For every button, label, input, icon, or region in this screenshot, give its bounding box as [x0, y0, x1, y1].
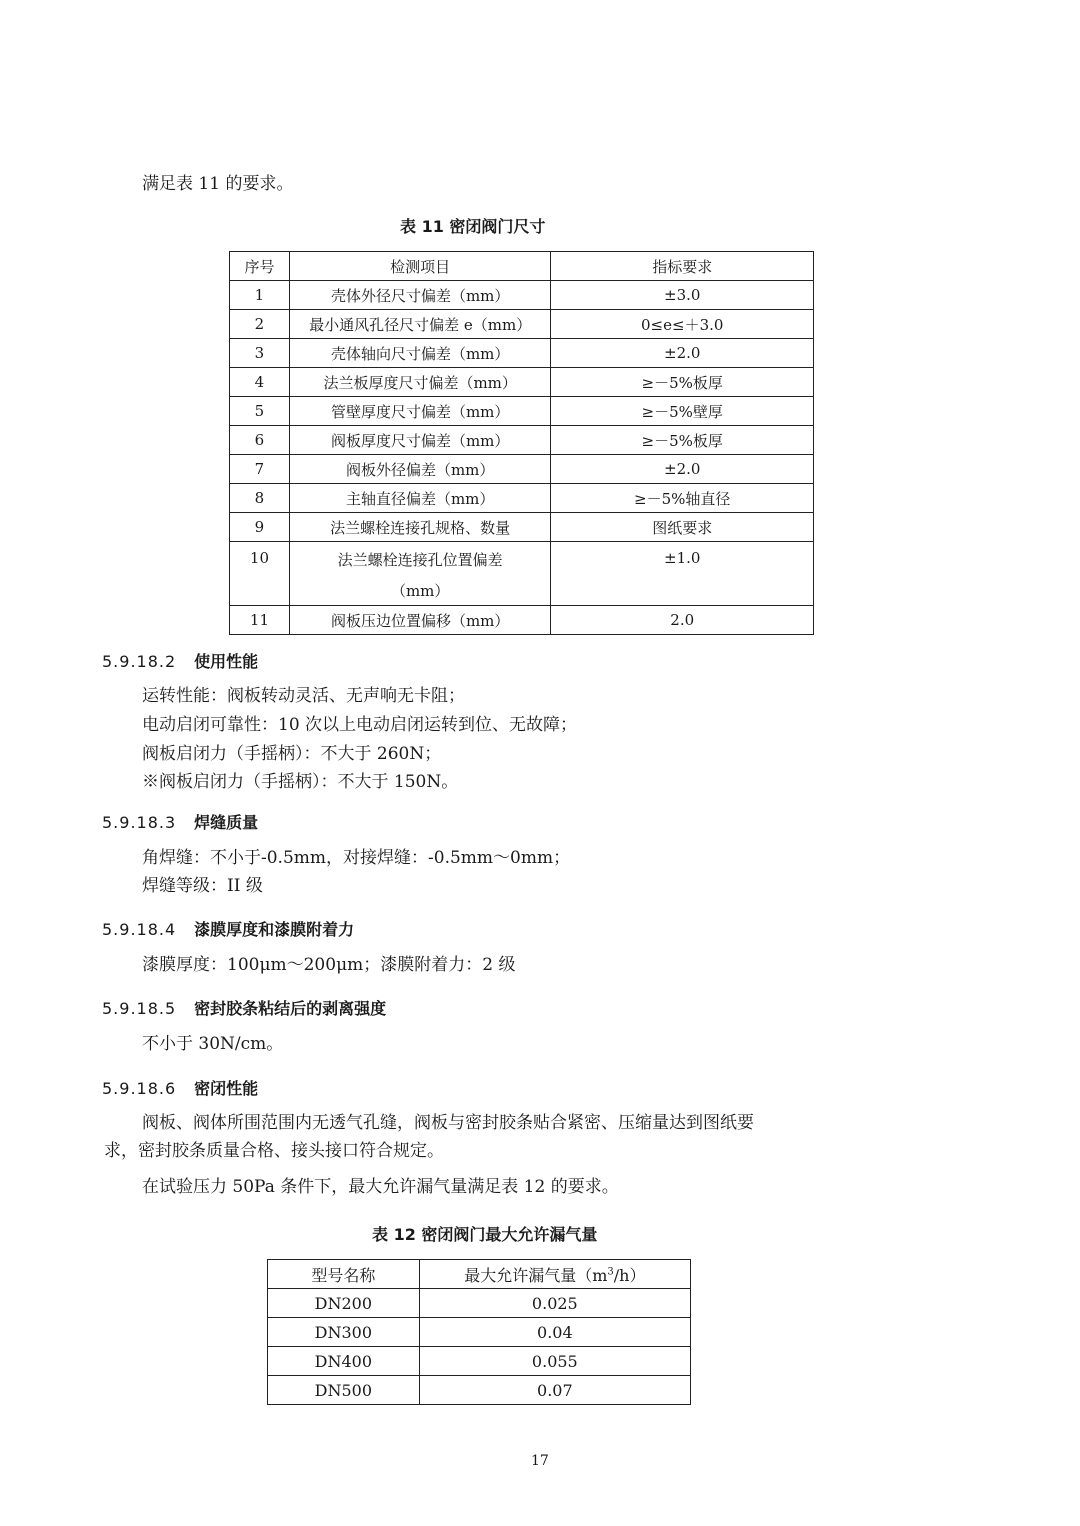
paragraph-line: 焊缝等级：II 级	[142, 876, 263, 896]
table-row	[230, 281, 814, 310]
section-title: 使用性能	[194, 652, 259, 671]
cell-leakage: 0.04	[419, 1318, 690, 1347]
cell-requirement: ±2.0	[551, 455, 814, 484]
paragraph-line: 在试验压力 50Pa 条件下，最大允许漏气量满足表 12 的要求。	[142, 1177, 619, 1197]
header-text: 最大允许漏气量（m	[464, 1265, 608, 1285]
cell-requirement: 图纸要求	[551, 513, 814, 542]
header-cell: 型号名称	[268, 1260, 420, 1289]
table-row	[230, 513, 814, 542]
paragraph-line: 阀板启闭力（手摇柄）：不大于 260N；	[142, 744, 442, 764]
cell-item: 主轴直径偏差（mm）	[289, 484, 551, 513]
section-heading-5-9-18-5	[102, 996, 386, 1019]
cell-requirement: ≥－5%板厚	[551, 426, 814, 455]
table-row	[230, 542, 814, 606]
cell-index: 4	[230, 368, 290, 397]
section-title: 密封胶条粘结后的剥离强度	[194, 999, 387, 1018]
paragraph-line: 阀板、阀体所围范围内无透气孔缝，阀板与密封胶条贴合紧密、压缩量达到图纸要	[142, 1113, 754, 1133]
cell-item: 壳体轴向尺寸偏差（mm）	[289, 339, 551, 368]
cell-item: 法兰板厚度尺寸偏差（mm）	[289, 368, 551, 397]
cell-requirement: 0≤e≤＋3.0	[551, 310, 814, 339]
section-title: 密闭性能	[194, 1079, 259, 1098]
header-cell	[419, 1260, 690, 1289]
table-row	[230, 339, 814, 368]
superscript: 3	[607, 1266, 614, 1278]
cell-requirement: ±3.0	[551, 281, 814, 310]
table-row	[230, 397, 814, 426]
cell-index: 5	[230, 397, 290, 426]
paragraph-line: 角焊缝：不小于-0.5mm，对接焊缝：-0.5mm～0mm；	[142, 848, 571, 868]
cell-index: 11	[230, 606, 290, 635]
cell-item: 阀板压边位置偏移（mm）	[289, 606, 551, 635]
table-row	[230, 606, 814, 635]
cell-leakage: 0.055	[419, 1347, 690, 1376]
table-11	[229, 251, 814, 635]
cell-index: 10	[230, 542, 290, 606]
table-row	[230, 310, 814, 339]
table-row	[268, 1318, 691, 1347]
section-number: 5.9.18.3	[102, 813, 177, 832]
cell-requirement: 2.0	[551, 606, 814, 635]
page-number: 17	[531, 1453, 549, 1469]
paragraph-line: 运转性能：阀板转动灵活、无声响无卡阻；	[142, 686, 465, 706]
paragraph-line: 求，密封胶条质量合格、接头接口符合规定。	[104, 1141, 444, 1161]
cell-requirement: ≥－5%板厚	[551, 368, 814, 397]
section-title: 焊缝质量	[194, 813, 259, 832]
cell-item-line1: 法兰螺栓连接孔位置偏差	[337, 551, 503, 569]
cell-item	[289, 542, 551, 606]
paragraph-line: ※阀板启闭力（手摇柄）：不大于 150N。	[142, 772, 459, 792]
table-row	[268, 1376, 691, 1405]
cell-item: 最小通风孔径尺寸偏差 e（mm）	[289, 310, 551, 339]
section-number: 5.9.18.6	[102, 1079, 177, 1098]
cell-model: DN200	[268, 1289, 420, 1318]
header-cell: 指标要求	[551, 252, 814, 281]
section-heading-5-9-18-4	[102, 917, 354, 940]
cell-item: 阀板厚度尺寸偏差（mm）	[289, 426, 551, 455]
cell-requirement: ±1.0	[551, 542, 814, 606]
cell-item: 壳体外径尺寸偏差（mm）	[289, 281, 551, 310]
cell-model: DN400	[268, 1347, 420, 1376]
cell-model: DN300	[268, 1318, 420, 1347]
cell-requirement: ≥－5%壁厚	[551, 397, 814, 426]
cell-index: 1	[230, 281, 290, 310]
section-number: 5.9.18.2	[102, 652, 177, 671]
cell-requirement: ≥－5%轴直径	[551, 484, 814, 513]
section-heading-5-9-18-2	[102, 649, 258, 672]
paragraph-line: 电动启闭可靠性：10 次以上电动启闭运转到位、无故障；	[142, 715, 578, 735]
table-row	[268, 1289, 691, 1318]
cell-index: 9	[230, 513, 290, 542]
cell-model: DN500	[268, 1376, 420, 1405]
intro-line: 满足表 11 的要求。	[142, 174, 294, 194]
table-row	[230, 368, 814, 397]
cell-item: 阀板外径偏差（mm）	[289, 455, 551, 484]
cell-index: 3	[230, 339, 290, 368]
table-row	[230, 455, 814, 484]
cell-item: 管壁厚度尺寸偏差（mm）	[289, 397, 551, 426]
section-title: 漆膜厚度和漆膜附着力	[194, 920, 355, 939]
section-number: 5.9.18.5	[102, 999, 177, 1018]
table-row	[230, 426, 814, 455]
cell-index: 8	[230, 484, 290, 513]
section-heading-5-9-18-3	[102, 810, 258, 833]
table-12-caption: 表 12 密闭阀门最大允许漏气量	[372, 1225, 598, 1244]
paragraph-line: 漆膜厚度：100μm～200μm；漆膜附着力：2 级	[142, 955, 516, 975]
cell-item: 法兰螺栓连接孔规格、数量	[289, 513, 551, 542]
table-12	[267, 1259, 691, 1405]
table-header-row	[230, 252, 814, 281]
header-cell: 序号	[230, 252, 290, 281]
header-cell: 检测项目	[289, 252, 551, 281]
cell-index: 7	[230, 455, 290, 484]
cell-index: 2	[230, 310, 290, 339]
cell-requirement: ±2.0	[551, 339, 814, 368]
cell-item-line2: （mm）	[390, 582, 450, 600]
table-row	[268, 1347, 691, 1376]
cell-leakage: 0.025	[419, 1289, 690, 1318]
paragraph-line: 不小于 30N/cm。	[142, 1034, 284, 1054]
table-11-caption: 表 11 密闭阀门尺寸	[400, 217, 546, 236]
cell-leakage: 0.07	[419, 1376, 690, 1405]
cell-index: 6	[230, 426, 290, 455]
header-text: /h）	[613, 1265, 646, 1285]
section-heading-5-9-18-6	[102, 1076, 258, 1099]
table-header-row	[268, 1260, 691, 1289]
section-number: 5.9.18.4	[102, 920, 177, 939]
table-row	[230, 484, 814, 513]
